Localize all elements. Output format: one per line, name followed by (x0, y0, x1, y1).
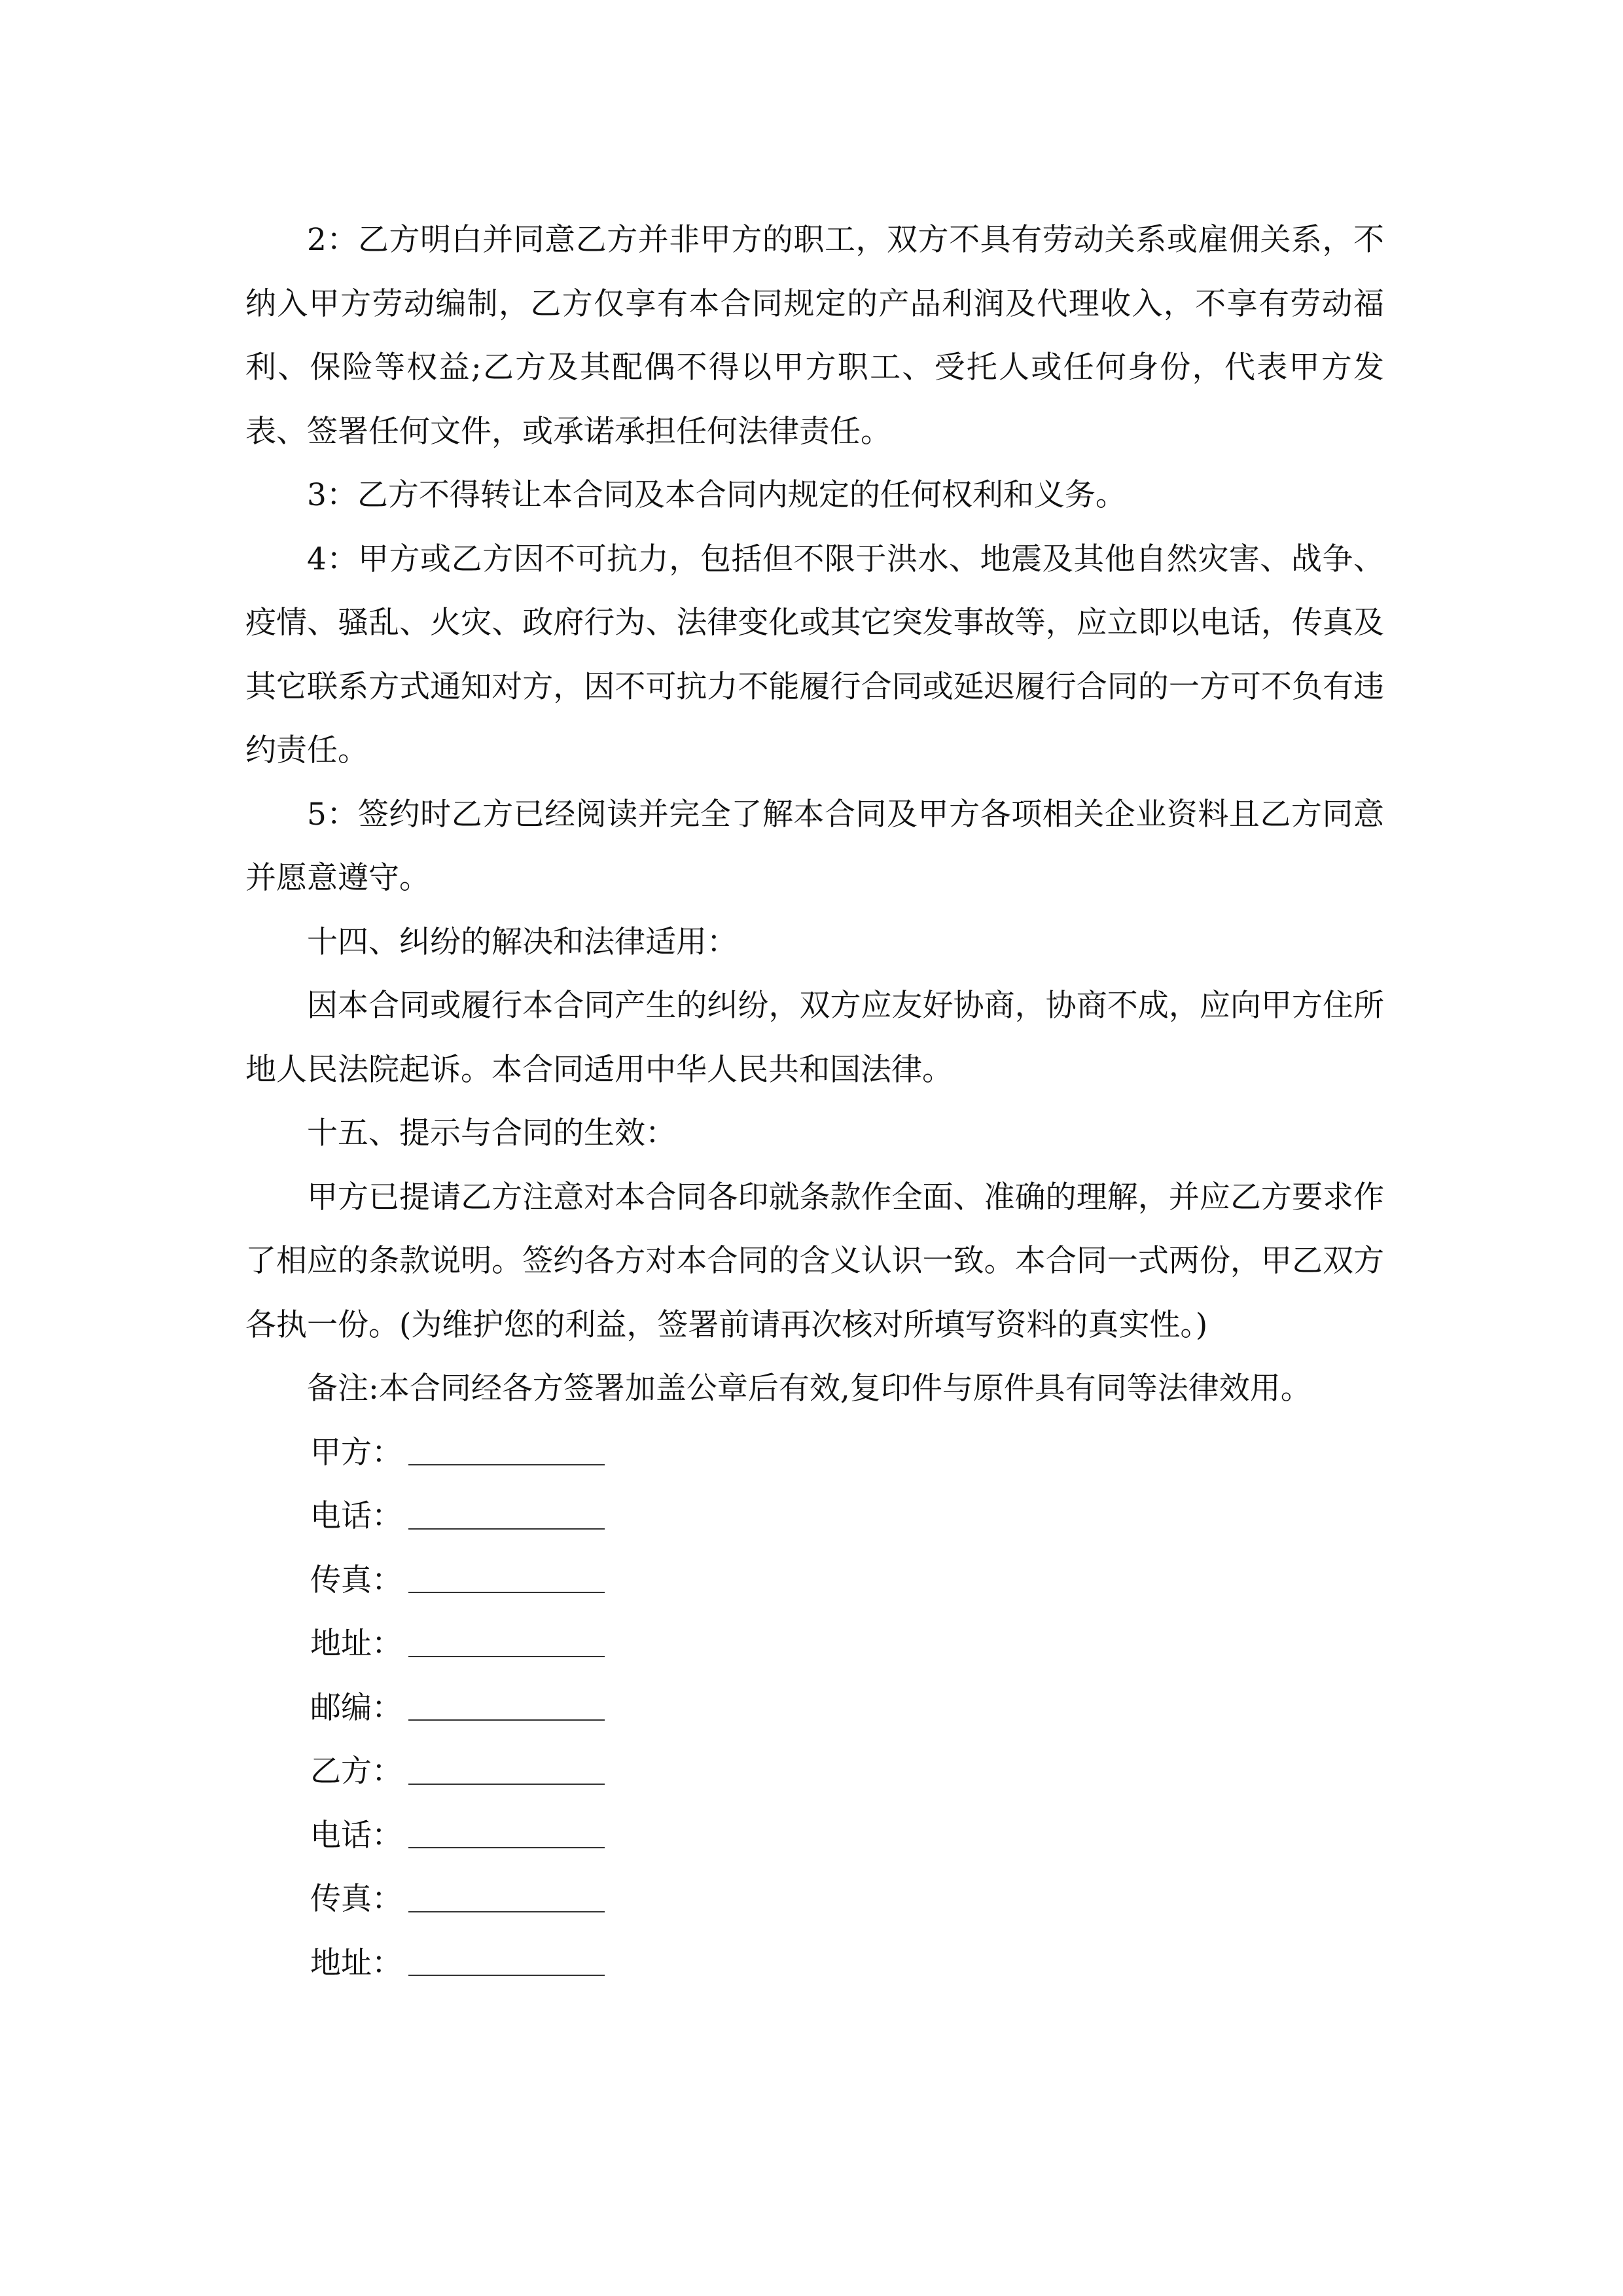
party-a-field (245, 1421, 1384, 1485)
party-b-label: 乙方： (310, 1753, 402, 1789)
party-b-blank-line (408, 1784, 605, 1785)
party-b-phone-label: 电话： (310, 1817, 402, 1854)
party-b-fax-blank-line (408, 1911, 605, 1912)
party-a-postcode-blank-line (408, 1719, 605, 1721)
party-a-address-field (245, 1612, 1384, 1676)
party-b-fax-field (245, 1867, 1384, 1931)
remark-note: 备注:本合同经各方签署加盖公章后有效,复印件与原件具有同等法律效用。 (307, 1371, 1311, 1407)
party-a-postcode-label: 邮编： (310, 1689, 402, 1726)
party-a-phone-blank-line (408, 1528, 605, 1530)
section-14-body: 因本合同或履行本合同产生的纠纷，双方应友好协商，协商不成，应向甲方住所地人民法院起诉。本合同适用中华人民共和国法律。 (245, 988, 1384, 1088)
document-page (245, 208, 1384, 1995)
party-b-phone-field (245, 1804, 1384, 1868)
party-a-label: 甲方： (310, 1434, 402, 1471)
party-b-phone-blank-line (408, 1847, 605, 1848)
clause-3: 3：乙方不得转让本合同及本合同内规定的任何权利和义务。 (307, 477, 1126, 513)
section-14-heading: 十四、纠纷的解决和法律适用： (307, 924, 738, 960)
party-b-field (245, 1740, 1384, 1804)
party-a-address-label: 地址： (310, 1626, 402, 1662)
clause-4: 4：甲方或乙方因不可抗力，包括但不限于洪水、地震及其他自然灾害、战争、疫情、骚乱、火灾、政府行为、法律变化或其它突发事故等，应立即以电话，传真及其它联系方式通知对方，因不可抗力不能履行合同或延迟履行合同的一方可不负有违约责任。 (245, 541, 1384, 768)
party-b-address-blank-line (408, 1975, 605, 1976)
party-b-address-field (245, 1931, 1384, 1996)
party-a-fax-blank-line (408, 1592, 605, 1593)
party-a-fax-field (245, 1549, 1384, 1613)
party-b-fax-label: 传真： (310, 1881, 402, 1917)
party-b-address-label: 地址： (310, 1945, 402, 1981)
section-15-body: 甲方已提请乙方注意对本合同各印就条款作全面、准确的理解，并应乙方要求作了相应的条款说明。签约各方对本合同的含义认识一致。本合同一式两份，甲乙双方各执一份。(为维护您的利益，签署前请再次核对所填写资料的真实性。) (245, 1179, 1384, 1343)
party-a-blank-line (408, 1464, 605, 1465)
section-15-heading: 十五、提示与合同的生效： (307, 1115, 676, 1151)
party-a-phone-label: 电话： (310, 1498, 402, 1534)
party-a-postcode-field (245, 1676, 1384, 1740)
clause-5: 5：签约时乙方已经阅读并完全了解本合同及甲方各项相关企业资料且乙方同意并愿意遵守。 (245, 796, 1384, 896)
party-a-address-blank-line (408, 1656, 605, 1657)
party-a-phone-field (245, 1484, 1384, 1549)
party-a-fax-label: 传真： (310, 1562, 402, 1598)
clause-2: 2：乙方明白并同意乙方并非甲方的职工，双方不具有劳动关系或雇佣关系，不纳入甲方劳动编制，乙方仅享有本合同规定的产品利润及代理收入，不享有劳动福利、保险等权益;乙方及其配偶不得以甲方职工、受托人或任何身份，代表甲方发表、签署任何文件，或承诺承担任何法律责任。 (245, 222, 1384, 450)
